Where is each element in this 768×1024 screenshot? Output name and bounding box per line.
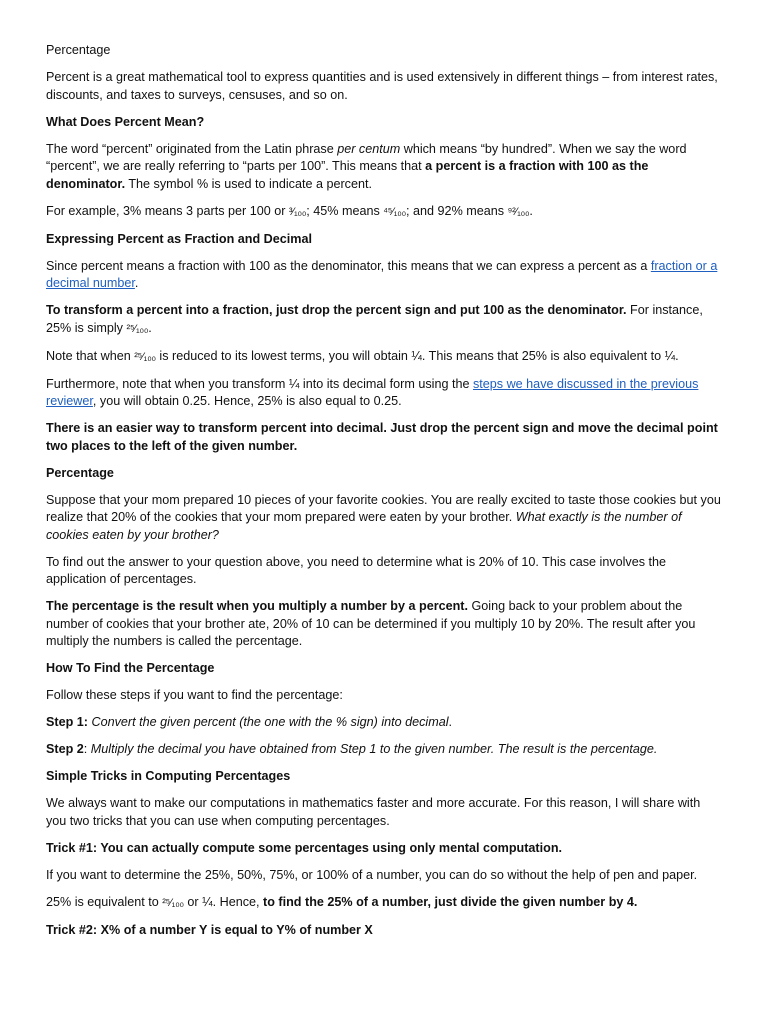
bold-definition: a percent is a fraction with 100 as the denominator. <box>46 159 649 191</box>
step-1 <box>46 714 722 732</box>
fraction-decimal-link[interactable]: fraction or a decimal number <box>46 258 718 290</box>
heading-expressing-percent: Expressing Percent as Fraction and Decimal <box>46 231 312 246</box>
intro-paragraph: Percent is a great mathematical tool to express quantities and is used extensively in different things – from interest rates, discounts, and taxes to surveys, censuses, and so on. <box>46 70 718 102</box>
fraction: ⁹²⁄₁₀₀ <box>507 205 530 218</box>
fraction: ⁴⁵⁄₁₀₀ <box>383 205 407 218</box>
find-answer-paragraph: To find out the answer to your question above, you need to determine what is 20% of 10. This case involves the application of percentages. <box>46 554 667 586</box>
text-run: ; and 92% means <box>406 203 508 218</box>
step-text: Multiply the decimal you have obtained from Step 1 to the given number. The result is the percentage. <box>90 742 658 756</box>
text-run: Suppose that your mom prepared 10 pieces of your favorite cookies. You are really excited to taste those cookies but you realize that 20% of the cookies that your mom prepared were eaten by your brother. <box>46 492 721 524</box>
bold-rule: to find the 25% of a number, just divide the given number by 4. <box>263 894 638 909</box>
italic-question: What exactly is the number of cookies eaten by your brother? <box>46 510 682 542</box>
tricks-intro-paragraph: We always want to make our computations in mathematics faster and more accurate. For this reason, I will share with you two tricks that you can use when computing percentages. <box>46 796 701 828</box>
cookies-paragraph <box>46 492 722 545</box>
fraction: ²⁵⁄₁₀₀ <box>162 896 184 909</box>
trick-1-heading: Trick #1: You can actually compute some percentages using only mental computation. <box>46 840 563 855</box>
previous-reviewer-link[interactable]: steps we have discussed in the previous reviewer <box>46 376 699 408</box>
percentage-definition-paragraph <box>46 598 722 651</box>
fraction: ²⁵⁄₁₀₀ <box>126 322 149 335</box>
text-run: Since percent means a fraction with 100 as the denominator, this means that we can express a percent as a <box>46 258 651 273</box>
step-label: Step 2 <box>46 742 84 756</box>
step-label: Step 1: <box>46 715 88 729</box>
bold-definition: The percentage is the result when you multiply a number by a percent. <box>46 599 468 613</box>
text-run: For instance, 25% is simply <box>46 303 703 335</box>
decimal-form-paragraph <box>46 376 722 411</box>
text-run: The word “percent” originated from the Latin phrase <box>46 141 338 156</box>
heading-how-to-find: How To Find the Percentage <box>46 661 215 675</box>
text-run: Going back to your problem about the number of cookies that your brother ate, 20% of 10 can be determined if you multiply 10 by 20%. The result after you multiply the numbers is called the percentage. <box>46 599 696 648</box>
text-run: For example, 3% means 3 parts per 100 or <box>46 203 289 218</box>
bold-rule: To transform a percent into a fraction, just drop the percent sign and put 100 as the denominator. <box>46 303 627 317</box>
trick-2-heading: Trick #2: X% of a number Y is equal to Y% of number X <box>46 922 373 937</box>
heading-percentage: Percentage <box>46 465 114 480</box>
express-percent-paragraph <box>46 258 722 293</box>
lowest-terms-paragraph <box>46 348 722 367</box>
text-run: ; 45% means <box>306 203 384 218</box>
percent-meaning-paragraph <box>46 141 722 194</box>
doc-title: Percentage <box>46 43 111 57</box>
quarter-paragraph <box>46 894 722 913</box>
text-run: is reduced to its lowest terms, you will obtain ¼. This means that 25% is also equivalent to ¼. <box>155 348 679 363</box>
mental-computation-paragraph: If you want to determine the 25%, 50%, 75%, or 100% of a number, you can do so without the help of pen and paper. <box>46 867 698 882</box>
step-2 <box>46 741 722 759</box>
text-run: or ¼. Hence, <box>183 894 264 909</box>
fraction: ²⁵⁄₁₀₀ <box>134 350 156 363</box>
latin-phrase: per centum <box>337 141 401 156</box>
percent-to-fraction-paragraph <box>46 302 722 338</box>
heading-simple-tricks: Simple Tricks in Computing Percentages <box>46 769 291 783</box>
text-run: Note that when <box>46 348 135 363</box>
text-run: The symbol % is used to indicate a percent. <box>125 176 372 191</box>
text-run: . <box>134 276 139 290</box>
text-run: Furthermore, note that when you transform ¼ into its decimal form using the <box>46 376 473 391</box>
text-run: which means “by hundred”. When we say the word “percent”, we are really referring to “parts per 100”. This means that <box>46 141 687 173</box>
text-run: : <box>83 742 91 756</box>
follow-steps-paragraph: Follow these steps if you want to find the percentage: <box>46 688 343 702</box>
heading-what-does-percent-mean: What Does Percent Mean? <box>46 114 205 129</box>
text-run: . <box>529 203 533 218</box>
percent-examples-paragraph <box>46 203 722 222</box>
text-run: . <box>148 320 152 335</box>
text-run: , you will obtain 0.25. Hence, 25% is also equal to 0.25. <box>92 394 402 408</box>
fraction: ³⁄₁₀₀ <box>288 205 307 218</box>
easier-way-paragraph: There is an easier way to transform percent into decimal. Just drop the percent sign and move the decimal point two places to the left of the given number. <box>46 421 718 453</box>
text-run: 25% is equivalent to <box>46 894 163 909</box>
step-text: Convert the given percent (the one with the % sign) into decimal <box>88 715 449 729</box>
text-run: . <box>448 715 453 729</box>
